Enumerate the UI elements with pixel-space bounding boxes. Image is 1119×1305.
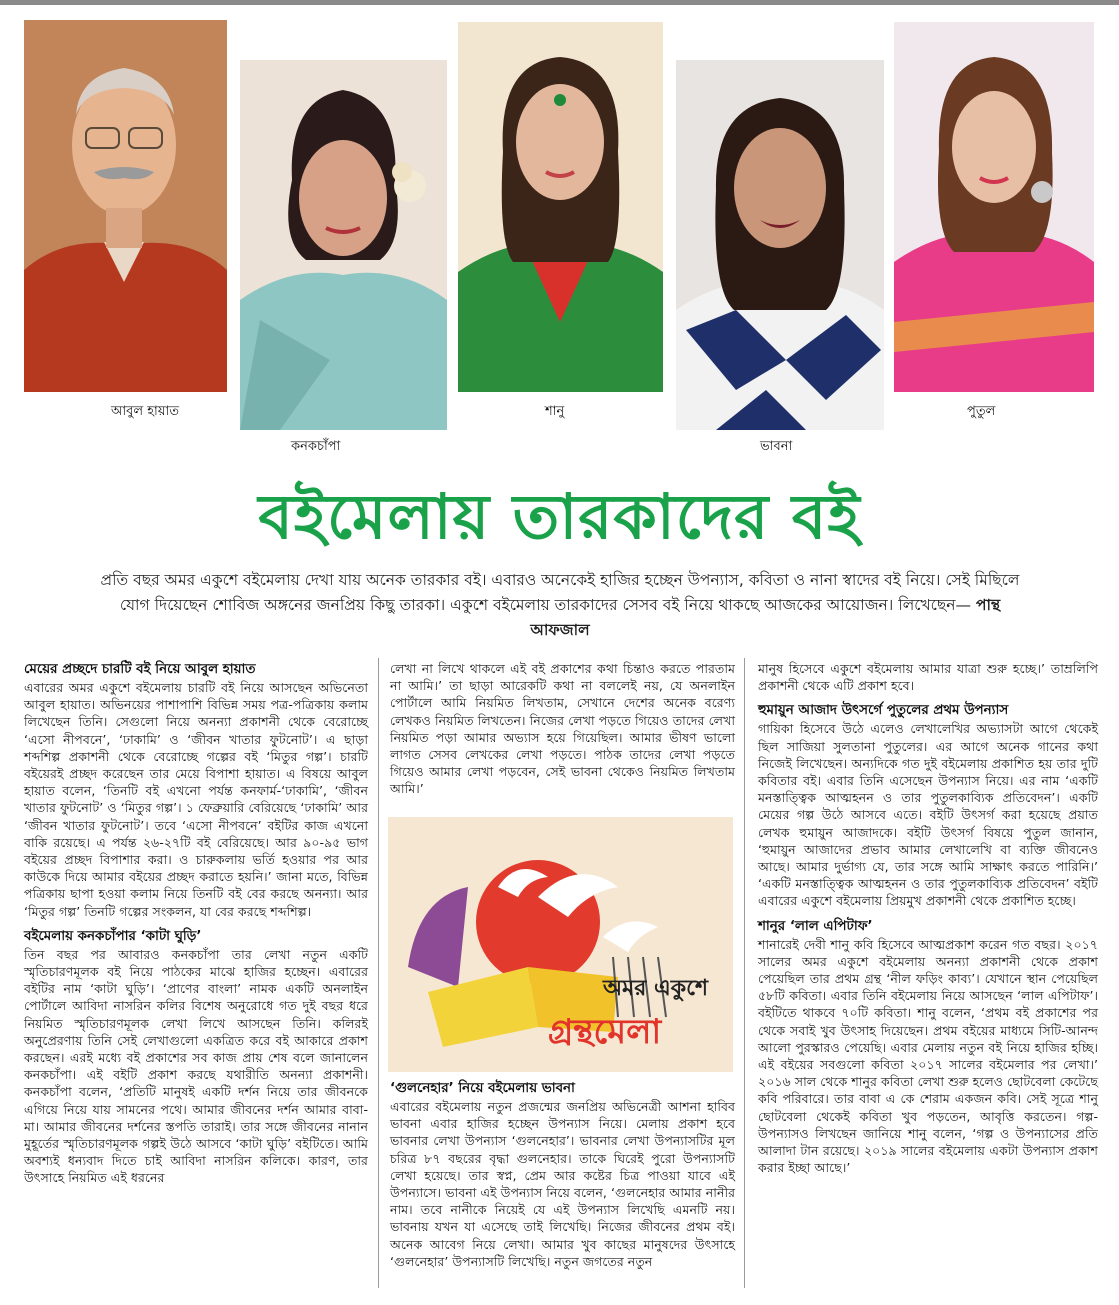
portrait-image	[458, 22, 663, 392]
caption-abul-hayat: আবুল হায়াত	[111, 404, 179, 419]
portrait-image	[676, 60, 884, 430]
article-heading-konok-chapa: বইমেলায় কনকচাঁপার ‘কাটা ঘুড়ি’	[24, 928, 202, 944]
intro-paragraph	[90, 568, 1030, 643]
book-fair-logo	[388, 817, 733, 1072]
caption-shanu: শানু	[545, 404, 565, 419]
photo-abul-hayat	[24, 20, 227, 392]
article-body-bhabna-cont: মানুষ হিসেবে একুশে বইমেলায় আমার যাত্রা শুরু হচ্ছে।’ তাম্রলিপি প্রকাশনী থেকে এটি প্রকাশ হবে।	[758, 661, 1098, 694]
column-2-bottom	[390, 1076, 735, 1270]
article-heading-putul: হুমায়ুন আজাদ উৎসর্গে পুতুলের প্রথম উপন্যাস	[758, 703, 1009, 719]
logo-text-granthamela: গ্রন্থমেলা	[548, 1012, 662, 1052]
logo-text-amor-ekushe: অমর একুশে	[603, 976, 709, 1001]
photo-putul	[894, 22, 1094, 392]
article-body-shanu: শানারেই দেবী শানু কবি হিসেবে আত্মপ্রকাশ করেন গত বছর। ২০১৭ সালের অমর একুশে বইমেলায় অনন্যা প্রকাশনী থেকে প্রকাশ পেয়েছিল তার প্রথম গ্রন্থ ‘নীল ফড়িং কাব্য’। যেখানে স্থান পেয়েছিল ৫৮টি কবিতা। এবার তিনি বইমেলায় নিয়ে আসছেন ‘লাল এপিটাফ’। বইটিতে থাকবে ৭০টি কবিতা। শানু বলেন, ‘প্রথম বই প্রকাশের পর থেকে সবাই খুব উৎসাহ দিয়েছেন। প্রথম বইয়ের মাধ্যমে সিটি-আনন্দ আলো পুরস্কারও পেয়েছি। এবার মেলায় নতুন বই নিয়ে হাজির হচ্ছি। এই বইয়ের সবগুলো কবিতা ২০১৭ সালের বইমেলার পর লেখা।’ ২০১৬ সাল থেকে শানুর কবিতা লেখা শুরু হলেও ছোটবেলা কেটেছে কবি পরিবারে। তার বাবা এ কে শেরাম একজন কবি। সেই সূত্রে শানু ছোটবেলা থেকেই কবিতা খুব পড়তেন, আবৃত্তি করতেন। গল্প-উপন্যাসও লিখছেন জানিয়ে শানু বলেন, ‘গল্প ও উপন্যাসের প্রতি আলাদা টান রয়েছে। ২০১৯ সালের বইমেলায় একটা উপন্যাস প্রকাশ করার ইচ্ছা আছে।’	[758, 936, 1098, 1176]
top-rule	[0, 0, 1119, 5]
article-body-konok-chapa-cont: লেখা না লিখে থাকলে এই বই প্রকাশের কথা চিন্তাও করতে পারতাম না আমি।’ তা ছাড়া আরেকটি কথা না বললেই নয়, যে অনলাইন পোর্টালে আমি নিয়মিত লিখতাম, সেখানে দেশের অনেক বরেণ্য লেখকও নিয়মিত লিখতেন। নিজের লেখা পড়তে গিয়েও তাদের লেখা নিয়মিত পড়া আমার অভ্যাস হয়ে গিয়েছিল। আমার ভীষণ ভালো লাগত সেসব লেখকের লেখা পড়তে। পাঠক তাদের লেখা পড়তে গিয়েও আমার লেখা পড়বেন, সেই ভাবনা থেকেও নিয়মিত লিখতাম আমি।’	[390, 661, 735, 797]
column-1	[24, 657, 368, 1187]
intro-text: প্রতি বছর অমর একুশে বইমেলায় দেখা যায় অনেক তারকার বই। এবারও অনেকেই হাজির হচ্ছেন উপন্যাস, কবিতা ও নানা স্বাদের বই নিয়ে। সেই মিছিলে যোগ দিয়েছেন শোবিজ অঙ্গনের জনপ্রিয় কিছু তারকা। একুশে বইমেলায় তারকাদের সেসব বই নিয়ে থাকছে আজকের আয়োজন। লিখেছেন—	[100, 571, 1020, 614]
article-body-abul-hayat: এবারের অমর একুশে বইমেলায় চারটি বই নিয়ে আসছেন অভিনেতা আবুল হায়াত। অভিনয়ের পাশাপাশি বিভিন্ন সময় পত্র-পত্রিকায় কলাম লিখেছেন তিনি। সেগুলো নিয়ে অনন্যা প্রকাশনী থেকে বেরোচ্ছে ‘এসো নীপবনে’, ‘ঢাকামি’ ও ‘জীবন খাতার ফুটনোট’। এ ছাড়া শব্দশিল্প প্রকাশনী থেকে বেরোচ্ছে গল্পের বই ‘মিতুর গল্প’। চারটি বইয়েরই প্রচ্ছদ করেছেন তার মেয়ে বিপাশা হায়াত। এ বিষয়ে আবুল হায়াত বলেন, ‘তিনটি বই এখনো পর্যন্ত কনফার্ম-‘ঢাকামি’, ‘জীবন খাতার ফুটনোট’ ও ‘মিতুর গল্প’। ১ ফেব্রুয়ারি বেরিয়েছে ‘ঢাকামি’ আর ‘জীবন খাতার ফুটনোট’। তবে ‘এসো নীপবনে’ বইটির কাজ এখনো বাকি রয়েছে। এ পর্যন্ত ২৬-২৭টি বই বেরিয়েছে। আর ৯০-৯৫ ভাগ বইয়ের প্রচ্ছদ বিপাশার করা। ও চারুকলায় ভর্তি হওয়ার পর আর কাউকে দিয়ে আমার বইয়ের প্রচ্ছদ করাতে হয়নি।’ জানা মতে, বিভিন্ন পত্রিকায় ছাপা হওয়া কলাম নিয়ে তিনটি বই বের করছে অনন্যা। আর ‘মিতুর গল্প’ তিনটি গল্পের সংকলন, যা বের করছে শব্দশিল্প।	[24, 680, 368, 919]
portrait-image	[24, 20, 227, 392]
article-body-putul: গায়িকা হিসেবে উঠে এলেও লেখালেখির অভ্যাসটা আগে থেকেই ছিল সাজিয়া সুলতানা পুতুলের। এর আগে অনেক গানের কথা নিজেই লিখেছেন। অন্যদিকে গত দুই বইমেলায় প্রকাশিত হয় তার দুটি কবিতার বই। এবার তিনি এসেছেন উপন্যাস নিয়ে। এর নাম ‘একটি মনস্তাত্ত্বিক আত্মহনন ও তার পুতুলকাব্যিক প্রতিবেদন’। একটি মেয়ের গল্প উঠে আসবে এতে। বইটি উৎসর্গ করা হয়েছে প্রয়াত লেখক হুমায়ুন আজাদকে। বইটি উৎসর্গ বিষয়ে পুতুল জানান, ‘হুমায়ুন আজাদের প্রভাব আমার লেখালেখি বা ব্যক্তি জীবনেও আছে। আমার দুর্ভাগ্য যে, তার সঙ্গে আমি সাক্ষাৎ করতে পারিনি।’ ‘একটি মনস্তাত্ত্বিক আত্মহনন ও তার পুতুলকাব্যিক প্রতিবেদন’ বইটি এবারের একুশে বইমেলায় প্রিয়মুখ প্রকাশনী থেকে প্রকাশিত হচ্ছে।	[758, 721, 1098, 909]
intro-author: পান্থ আফজাল	[530, 596, 1001, 639]
photo-bhabna	[676, 60, 884, 430]
caption-konok-chapa: কনকচাঁপা	[291, 439, 341, 454]
caption-putul: পুতুল	[967, 404, 996, 419]
photo-shanu	[458, 22, 663, 392]
article-body-konok-chapa: তিন বছর পর আবারও কনকচাঁপা তার লেখা নতুন একটি স্মৃতিচারণমূলক বই নিয়ে পাঠকের মাঝে হাজির হচ্ছেন। এবারের বইটির নাম ‘কাটা ঘুড়ি’। ‘প্রাণের বাংলা’ নামক একটি অনলাইন পোর্টালে আবিদা নাসরিন কলির বিশেষ অনুরোধে গত দুই বছর ধরে নিয়মিত স্মৃতিচারণমূলক লেখা লিখে আসছেন তিনি। কলিরই অনুপ্রেরণায় তিনি সেই লেখাগুলো একত্রিত করে বই আকারে প্রকাশ করছেন। এরই মধ্যে বই প্রকাশের সব কাজ প্রায় শেষ বলে জানালেন কনকচাঁপা। এই বইটি প্রকাশ করছে যথারীতি অনন্যা প্রকাশনী। কনকচাঁপা বলেন, ‘প্রতিটি মানুষই একটি দর্শন নিয়ে তার জীবনকে এগিয়ে নিয়ে যায় সামনের পথে। আমার জীবনের দর্শন আমার বাবা-মা। আমার জীবনের দর্শনের স্তপতি তারাই। তার সঙ্গে জীবনের নানান মুহূর্তের স্মৃতিচারণমূলক গল্পই উঠে আসবে ‘কাটা ঘুড়ি’ বইটিতে। আমি অবশ্যই ধন্যবাদ দিতে চাই আবিদা নাসরিন কলিকে। কারণ, তার উৎসাহে নিয়মিত এই ধরনের	[24, 946, 368, 1186]
article-heading-abul-hayat: মেয়ের প্রচ্ছদে চারটি বই নিয়ে আবুল হায়াত	[24, 662, 256, 677]
column-2-top	[390, 660, 735, 798]
article-heading-shanu: শানুর ‘লাল এপিটাফ’	[758, 918, 873, 934]
page-headline: বইমেলায় তারকাদের বই	[258, 480, 861, 553]
column-divider	[378, 658, 379, 1288]
column-divider	[744, 658, 745, 1288]
book-fair-illustration	[388, 817, 733, 1072]
portrait-image	[894, 22, 1094, 392]
article-heading-bhabna: ‘গুলনেহার’ নিয়ে বইমেলায় ভাবনা	[390, 1081, 575, 1096]
column-3	[758, 660, 1098, 1176]
caption-bhabna: ভাবনা	[760, 439, 793, 454]
photo-konok-chapa	[240, 60, 447, 430]
portrait-image	[240, 60, 447, 430]
article-body-bhabna: এবারের বইমেলায় নতুন প্রজন্মের জনপ্রিয় অভিনেত্রী আশনা হাবিব ভাবনা এবার হাজির হচ্ছেন উপন্যাস নিয়ে। মেলায় প্রকাশ হবে ভাবনার লেখা উপন্যাস ‘গুলনেহার’। ভাবনার লেখা উপন্যাসটির মূল চরিত্র ৮৭ বছরের বৃদ্ধা গুলনেহার। তাকে ঘিরেই পুরো উপন্যাসটি লেখা হয়েছে। তার স্বপ্ন, প্রেম আর কষ্টের চিত্র পাওয়া যাবে এই উপন্যাসে। ভাবনা এই উপন্যাস নিয়ে বলেন, ‘গুলনেহার আমার নানীর নাম। তবে নানীকে নিয়েই যে এই উপন্যাস লিখেছি এমনটি নয়। ভাবনায় যখন যা এসেছে তাই লিখেছি। নিজের জীবনের প্রথম বই। অনেক আবেগ নিয়ে লেখা। আমার খুব কাছের মানুষদের উৎসাহে ‘গুলনেহার’ উপন্যাসটি লিখেছি। নতুন জগতের নতুন	[390, 1099, 735, 1269]
